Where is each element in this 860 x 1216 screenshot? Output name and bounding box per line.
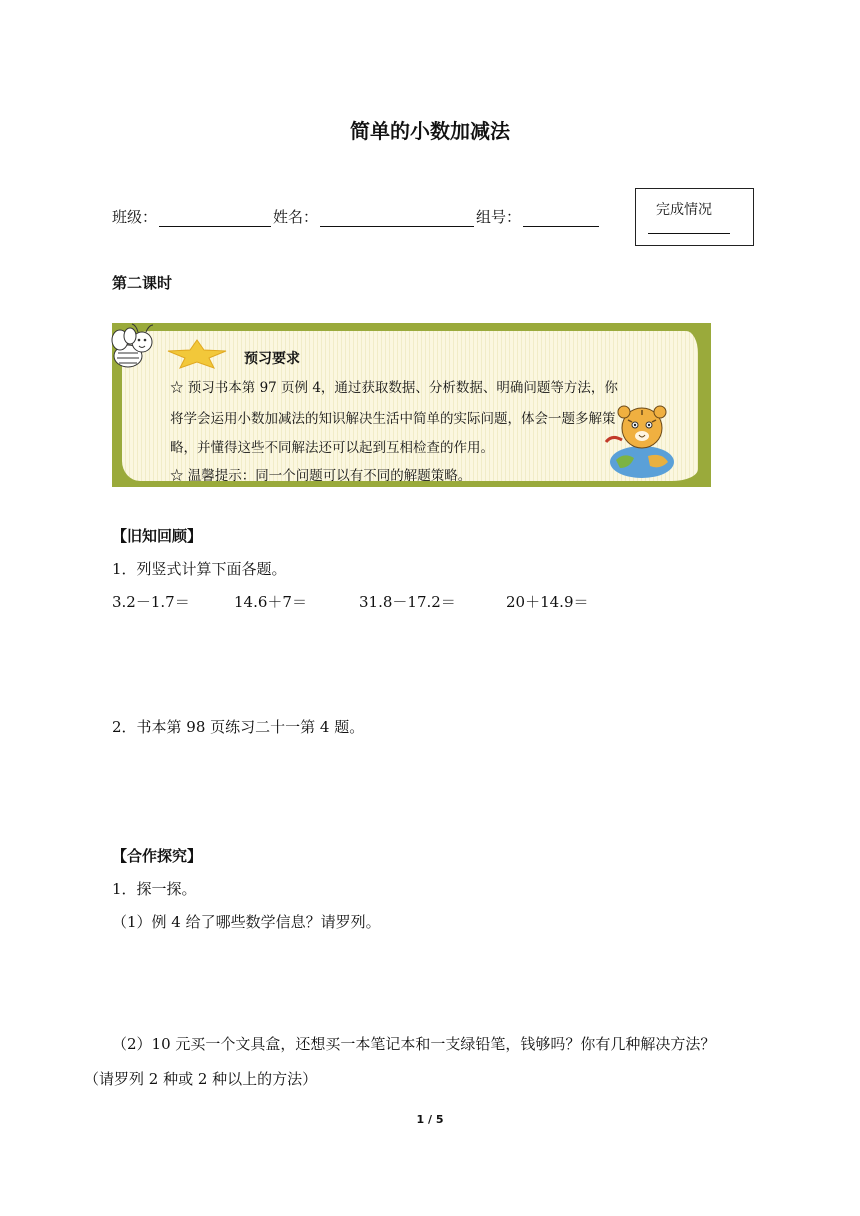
name-blank — [320, 208, 474, 227]
review-heading: 【旧知回顾】 — [112, 527, 203, 545]
expression-3: 31.8－17.2＝ — [359, 593, 456, 611]
page-number: 1 / 5 — [416, 1113, 444, 1126]
explore-question-1-1: （1）例 4 给了哪些数学信息？请罗列。 — [112, 913, 381, 931]
bee-icon — [106, 320, 162, 378]
expression-1: 3.2－1.7＝ — [112, 593, 190, 611]
preview-line-3: 略，并懂得这些不同解法还可以起到互相检查的作用。 — [170, 440, 494, 456]
preview-line-4: ☆ 温馨提示：同一个问题可以有不同的解题策略。 — [170, 468, 472, 484]
preview-line-1: ☆ 预习书本第 97 页例 4，通过获取数据、分析数据、明确问题等方法，你 — [170, 380, 618, 396]
explore-question-1-2: （2）10 元买一个文具盒，还想买一本笔记本和一支绿铅笔，钱够吗？你有几种解决方法？ — [112, 1035, 716, 1053]
star-icon — [166, 338, 228, 370]
review-question-2: 2．书本第 98 页练习二十一第 4 题。 — [112, 718, 365, 736]
class-label: 班级： — [112, 208, 158, 226]
expression-2: 14.6＋7＝ — [234, 593, 307, 611]
explore-heading: 【合作探究】 — [112, 847, 203, 865]
completion-status-box — [635, 188, 754, 246]
preview-title: 预习要求 — [244, 351, 300, 367]
page-title: 简单的小数加减法 — [350, 119, 510, 143]
group-label: 组号： — [476, 208, 522, 226]
expression-4: 20＋14.9＝ — [506, 593, 589, 611]
completion-status-blank — [648, 233, 730, 234]
name-label: 姓名： — [273, 208, 319, 226]
lesson-label: 第二课时 — [112, 274, 173, 292]
group-blank — [523, 208, 599, 227]
explore-question-1: 1．探一探。 — [112, 880, 197, 898]
completion-status-label: 完成情况 — [656, 202, 712, 218]
explore-question-1-2-note: （请罗列 2 种或 2 种以上的方法） — [84, 1070, 318, 1088]
review-question-1: 1．列竖式计算下面各题。 — [112, 560, 287, 578]
preview-line-2: 将学会运用小数加减法的知识解决生活中简单的实际问题，体会一题多解策 — [170, 411, 616, 427]
student-info-row — [112, 206, 601, 227]
class-blank — [159, 208, 271, 227]
